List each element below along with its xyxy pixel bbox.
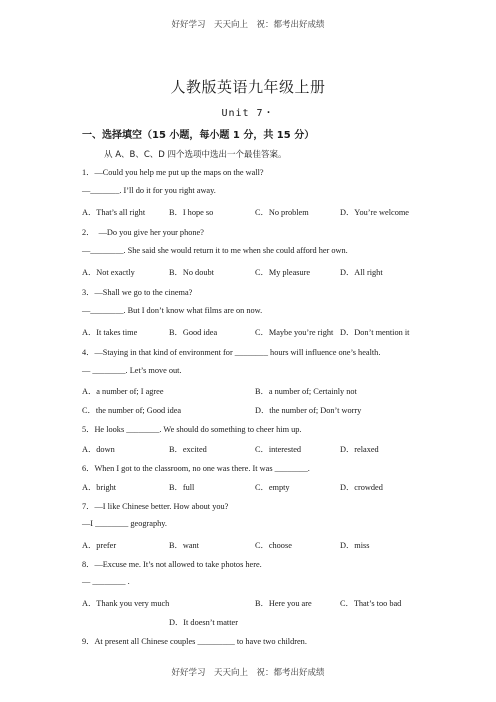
instruction-text: 从 A、B、C、D 四个选项中选出一个最佳答案。 bbox=[104, 150, 287, 160]
question-4-options-row1 bbox=[82, 385, 422, 397]
option-b: B．I hope so bbox=[169, 208, 214, 217]
question-6-options bbox=[82, 481, 422, 493]
question-7-stem: 7．—I like Chinese better. How about you? bbox=[82, 502, 229, 511]
option-a: A．bright bbox=[82, 483, 117, 492]
question-5-stem: 5．He looks ________. We should do something to cheer him up. bbox=[82, 425, 302, 434]
option-a: A．It takes time bbox=[82, 328, 138, 337]
question-2-reply: —________. She said she would return it to me when she could afford her own. bbox=[82, 246, 348, 255]
option-c: C．choose bbox=[255, 541, 292, 550]
question-2-stem: 2． —Do you give her your phone? bbox=[82, 228, 204, 237]
option-d: D．crowded bbox=[340, 483, 383, 492]
question-1-stem: 1．—Could you help me put up the maps on the wall? bbox=[82, 168, 264, 177]
option-c: C．Maybe you’re right bbox=[255, 328, 334, 337]
option-d: D．It doesn’t matter bbox=[169, 618, 238, 627]
question-4-stem: 4．—Staying in that kind of environment for ________ hours will influence one’s health. bbox=[82, 348, 381, 357]
option-b: B．excited bbox=[169, 445, 207, 454]
question-3-stem: 3．—Shall we go to the cinema? bbox=[82, 288, 193, 297]
question-4-options-row2 bbox=[82, 404, 422, 416]
option-c: C．That’s too bad bbox=[340, 599, 402, 608]
option-a: A．Thank you very much bbox=[82, 599, 170, 608]
option-a: A．Not exactly bbox=[82, 268, 135, 277]
unit-subtitle: Unit 7・ bbox=[221, 108, 275, 119]
question-3-options bbox=[82, 326, 422, 338]
question-3-reply: —________. But I don’t know what films are on now. bbox=[82, 306, 263, 315]
option-b: B．full bbox=[169, 483, 195, 492]
option-b: B．No doubt bbox=[169, 268, 214, 277]
option-c: C．My pleasure bbox=[255, 268, 311, 277]
question-8-reply: — ________ . bbox=[82, 577, 130, 586]
option-d: D．miss bbox=[340, 541, 370, 550]
option-c: C．empty bbox=[255, 483, 290, 492]
option-b: B．Good idea bbox=[169, 328, 218, 337]
question-4-reply: — ________. Let’s move out. bbox=[82, 366, 182, 375]
question-1-reply: —_______. I’ll do it for you right away. bbox=[82, 186, 216, 195]
option-d: D．All right bbox=[340, 268, 383, 277]
question-8-options-row1 bbox=[82, 597, 422, 609]
option-c: C．the number of; Good idea bbox=[82, 406, 182, 415]
option-b: B．want bbox=[169, 541, 199, 550]
option-d: D．You’re welcome bbox=[340, 208, 409, 217]
option-c: C．interested bbox=[255, 445, 302, 454]
question-8-options-row2 bbox=[82, 616, 422, 628]
option-a: A．down bbox=[82, 445, 115, 454]
document-title: 人教版英语九年级上册 bbox=[170, 78, 326, 96]
question-9-stem: 9．At present all Chinese couples _________ to have two children. bbox=[82, 637, 307, 646]
page-footer: 好好学习 天天向上 祝：都考出好成绩 bbox=[171, 668, 325, 678]
option-d: D．relaxed bbox=[340, 445, 379, 454]
question-2-options bbox=[82, 266, 422, 278]
question-1-options bbox=[82, 206, 422, 218]
option-b: B．a number of; Certainly not bbox=[255, 387, 357, 396]
option-a: A．a number of; I agree bbox=[82, 387, 164, 396]
question-6-stem: 6．When I got to the classroom, no one was there. It was ________. bbox=[82, 464, 310, 473]
question-8-stem: 8．—Excuse me. It’s not allowed to take photos here. bbox=[82, 560, 262, 569]
option-a: A．prefer bbox=[82, 541, 117, 550]
section-heading: 一、选择填空（15 小题，每小题 1 分，共 15 分） bbox=[82, 130, 315, 141]
question-7-options bbox=[82, 539, 422, 551]
option-b: B．Here you are bbox=[255, 599, 312, 608]
question-7-reply: —I ________ geography. bbox=[82, 519, 167, 528]
question-5-options bbox=[82, 443, 422, 455]
option-d: D．the number of; Don’t worry bbox=[255, 406, 362, 415]
option-c: C．No problem bbox=[255, 208, 309, 217]
option-a: A．That’s all right bbox=[82, 208, 146, 217]
page-header: 好好学习 天天向上 祝：都考出好成绩 bbox=[171, 20, 325, 30]
option-d: D．Don’t mention it bbox=[340, 328, 410, 337]
